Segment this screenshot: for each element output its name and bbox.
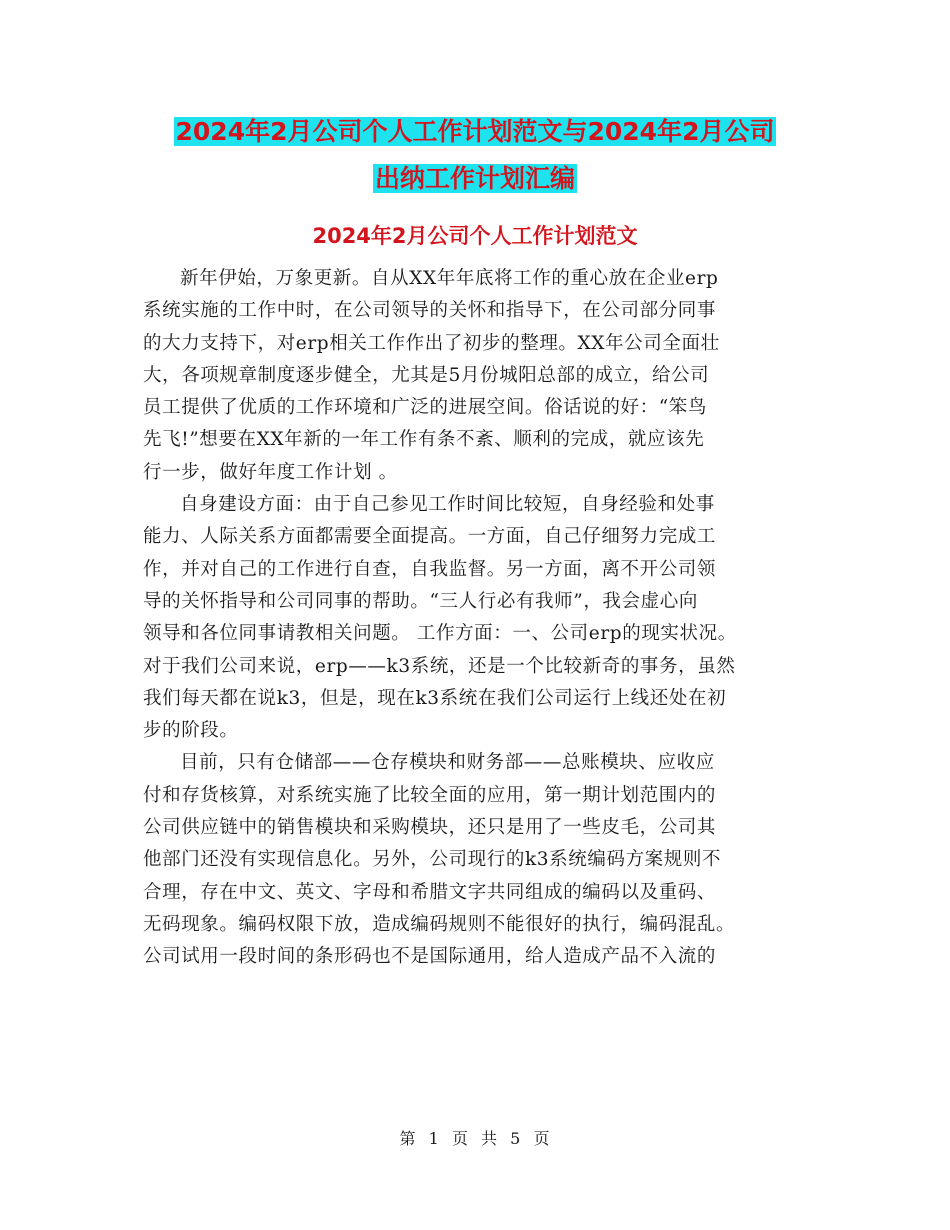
text-line: 公司供应链中的销售模块和采购模块，还只是用了一些皮毛，公司其 — [143, 817, 717, 839]
text-line: 先飞!”想要在XX年新的一年工作有条不紊、顺利的完成，就应该先 — [143, 429, 705, 451]
text-line: 新年伊始，万象更新。自从XX年年底将工作的重心放在企业erp — [180, 268, 719, 289]
text-line: 员工提供了优质的工作环境和广泛的进展空间。俗话说的好：“笨鸟 — [143, 397, 707, 419]
text-line: 目前，只有仓储部——仓存模块和财务部——总账模块、应收应 — [180, 752, 715, 774]
paragraph-1 — [143, 263, 803, 489]
paragraph-3 — [143, 747, 803, 973]
page-footer — [0, 1126, 950, 1149]
text-line: 系统实施的工作中时，在公司领导的关怀和指导下，在公司部分同事 — [143, 300, 717, 322]
paragraph-2 — [143, 489, 803, 747]
text-line: 步的阶段。 — [143, 720, 239, 742]
text-line: 的大力支持下，对erp相关工作作出了初步的整理。XX年公司全面壮 — [143, 332, 720, 354]
footer-page-middle: 页 — [451, 1129, 469, 1148]
footer-total-prefix: 共 — [481, 1129, 499, 1148]
footer-total-suffix: 页 — [533, 1129, 551, 1148]
text-line: 自身建设方面：由于自己参见工作时间比较短，自身经验和处事 — [180, 494, 715, 516]
text-line: 无码现象。编码权限下放，造成编码规则不能很好的执行，编码混乱。 — [143, 913, 736, 935]
footer-page-number: 1 — [428, 1129, 440, 1148]
text-line: 大，各项规章制度逐步健全，尤其是5月份城阳总部的成立，给公司 — [143, 364, 710, 386]
text-line: 公司试用一段时间的条形码也不是国际通用，给人造成产品不入流的 — [143, 946, 717, 968]
text-line: 我们每天都在说k3，但是，现在k3系统在我们公司运行上线还处在初 — [143, 687, 727, 709]
text-line: 导的关怀指导和公司同事的帮助。“三人行必有我师”，我会虚心向 — [143, 590, 698, 612]
section-title: 2024年2月公司个人工作计划范文 — [312, 224, 638, 248]
document-title-line-1: 2024年2月公司个人工作计划范文与2024年2月公司 — [175, 117, 775, 146]
text-line: 作，并对自己的工作进行自查，自我监督。另一方面，离不开公司领 — [143, 558, 717, 580]
text-line: 合理，存在中文、英文、字母和希腊文字共同组成的编码以及重码、 — [143, 881, 717, 903]
footer-page-prefix: 第 — [399, 1129, 417, 1148]
document-title-line-2: 出纳工作计划汇编 — [374, 164, 575, 193]
document-body — [143, 263, 803, 974]
text-line: 对于我们公司来说，erp——k3系统，还是一个比较新奇的事务，虽然 — [143, 655, 736, 677]
footer-total-pages: 5 — [510, 1129, 522, 1148]
text-line: 付和存货核算，对系统实施了比较全面的应用，第一期计划范围内的 — [143, 784, 717, 806]
text-line: 他部门还没有实现信息化。另外，公司现行的k3系统编码方案规则不 — [143, 849, 722, 871]
text-line: 能力、人际关系方面都需要全面提高。一方面，自己仔细努力完成工 — [143, 526, 717, 548]
text-line: 行一步，做好年度工作计划 。 — [143, 461, 398, 483]
document-title — [0, 108, 950, 202]
text-line: 领导和各位同事请教相关问题。 工作方面：一、公司erp的现实状况。 — [143, 623, 737, 645]
